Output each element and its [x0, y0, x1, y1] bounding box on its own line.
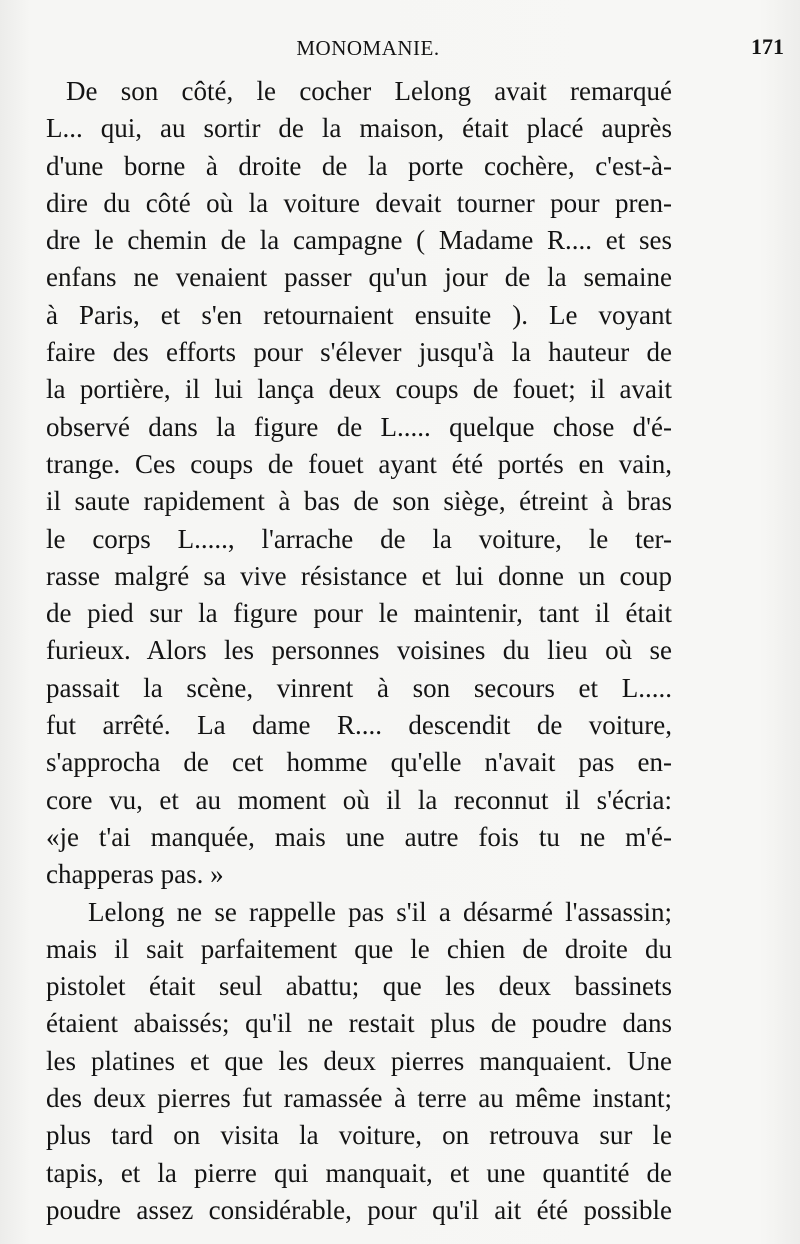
paragraph-2 — [46, 894, 672, 1230]
text-line: tapis, et la pierre qui manquait, et une quantité de — [46, 1157, 672, 1188]
text-line: la portière, il lui lança deux coups de fouet; il avait — [46, 374, 672, 405]
text-line: faire des efforts pour s'élever jusqu'à la hauteur de — [46, 337, 672, 368]
text-line: mais il sait parfaitement que le chien de droite du — [46, 933, 672, 964]
page-number: 171 — [751, 34, 784, 59]
text-line: core vu, et au moment où il la reconnut il s'écria: — [46, 784, 672, 815]
text-line: étaient abaissés; qu'il ne restait plus de poudre dans — [46, 1008, 672, 1039]
text-line: «je t'ai manquée, mais une autre fois tu ne m'é- — [46, 821, 672, 852]
text-line: les platines et que les deux pierres manquaient. Une — [46, 1045, 672, 1076]
text-line: dire du côté où la voiture devait tourner pour pren- — [46, 187, 672, 218]
text-line: dre le chemin de la campagne ( Madame R.... et ses — [46, 225, 672, 256]
text-line: chapperas pas. » — [46, 859, 224, 890]
paragraph-1 — [46, 73, 672, 894]
text-line: d'une borne à droite de la porte cochère, c'est-à- — [46, 150, 672, 181]
page-header — [48, 30, 784, 66]
text-line: observé dans la figure de L..... quelque chose d'é- — [46, 411, 672, 442]
text-line: plus tard on visita la voiture, on retrouva sur le — [46, 1120, 672, 1151]
text-line: furieux. Alors les personnes voisines du lieu où se — [46, 635, 672, 666]
running-title: MONOMANIE. — [296, 36, 440, 60]
text-line: pistolet était seul abattu; que les deux bassinets — [46, 971, 672, 1002]
text-line: passait la scène, vinrent à son secours et L..... — [46, 672, 672, 703]
text-line: enfans ne venaient passer qu'un jour de la semaine — [46, 262, 672, 293]
text-line: trange. Ces coups de fouet ayant été portés en vain, — [46, 448, 672, 479]
text-line: le corps L....., l'arrache de la voiture, le ter- — [46, 523, 672, 554]
body-text — [46, 73, 672, 1229]
text-line: à Paris, et s'en retournaient ensuite ). Le voyant — [46, 299, 672, 330]
text-line: s'approcha de cet homme qu'elle n'avait pas en- — [46, 747, 672, 778]
text-line: Lelong ne se rappelle pas s'il a désarmé l'assassin; — [88, 896, 672, 927]
text-line: L... qui, au sortir de la maison, était placé auprès — [46, 113, 672, 144]
text-line: poudre assez considérable, pour qu'il ait été possible — [46, 1194, 672, 1225]
text-line: rasse malgré sa vive résistance et lui donne un coup — [46, 560, 672, 591]
text-line: des deux pierres fut ramassée à terre au même instant; — [46, 1083, 672, 1114]
text-line: de pied sur la figure pour le maintenir, tant il était — [46, 598, 672, 629]
text-line: il saute rapidement à bas de son siège, étreint à bras — [46, 486, 672, 517]
text-line: fut arrêté. La dame R.... descendit de voiture, — [46, 710, 672, 741]
text-line: De son côté, le cocher Lelong avait remarqué — [66, 76, 672, 106]
